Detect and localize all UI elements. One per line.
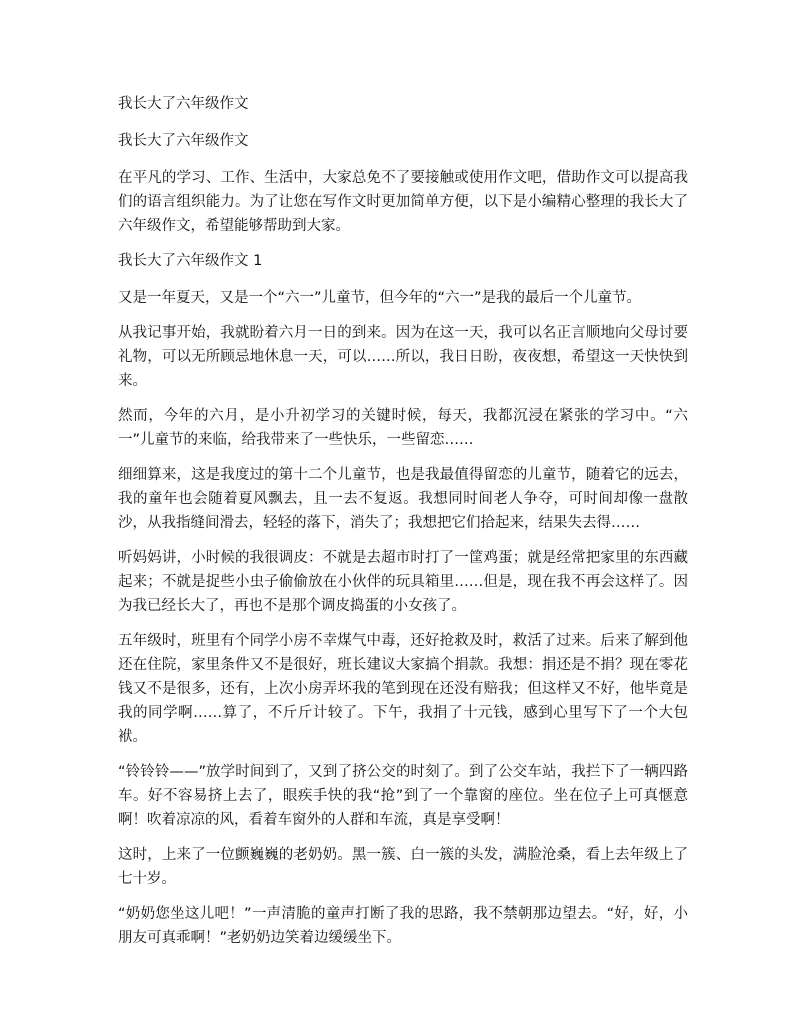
body-paragraph-6: 五年级时，班里有个同学小房不幸煤气中毒，还好抢救及时，救活了过来。后来了解到他还在住院，家里条件又不是很好，班长建议大家搞个捐款。我想：捐还是不捐？现在零花钱又不是很多，还有，上次小房弄坏我的笔到现在还没有赔我；但这样又不好，他毕竟是我的同学啊……算了，不斤斤计较了。下午，我捐了十元钱，感到心里写下了一个大包袱。 <box>118 633 688 745</box>
body-paragraph-8: 这时，上来了一位颤巍巍的老奶奶。黑一簇、白一簇的头发，满脸沧桑，看上去年级上了七十岁。 <box>118 847 688 887</box>
body-paragraph-4: 细细算来，这是我度过的第十二个儿童节，也是我最值得留恋的儿童节，随着它的远去，我的童年也会随着夏风飘去，且一去不复返。我想同时间老人争夺，可时间却像一盘散沙，从我指缝间滑去，轻轻的落下，消失了；我想把它们拾起来，结果失去得…… <box>118 467 688 531</box>
intro-paragraph: 在平凡的学习、工作、生活中，大家总免不了要接触或使用作文吧，借助作文可以提高我们的语言组织能力。为了让您在写作文时更加简单方便，以下是小编精心整理的我长大了六年级作文，希望能够帮助到大家。 <box>118 170 688 234</box>
body-paragraph-2: 从我记事开始，我就盼着六月一日的到来。因为在这一天，我可以名正言顺地向父母讨要礼物，可以无所顾忌地休息一天，可以……所以，我日日盼，夜夜想，希望这一天快快到来。 <box>118 325 688 389</box>
body-paragraph-5: 听妈妈讲，小时候的我很调皮：不就是去超市时打了一筐鸡蛋；就是经常把家里的东西藏起来；不就是捉些小虫子偷偷放在小伙伴的玩具箱里……但是，现在我不再会这样了。因为我已经长大了，再也不是那个调皮捣蛋的小女孩了。 <box>118 550 688 614</box>
document-page <box>118 92 688 961</box>
body-paragraph-7: “铃铃铃——”放学时间到了，又到了挤公交的时刻了。到了公交车站，我拦下了一辆四路车。好不容易挤上去了，眼疾手快的我“抢”到了一个靠窗的座位。坐在位子上可真惬意啊！吹着凉凉的风，看着车窗外的人群和车流，真是享受啊！ <box>118 764 688 828</box>
body-paragraph-1: 又是一年夏天，又是一个“六一”儿童节，但今年的“六一”是我的最后一个儿童节。 <box>118 290 642 306</box>
document-subtitle: 我长大了六年级作文 <box>118 133 249 149</box>
body-paragraph-3: 然而，今年的六月，是小升初学习的关键时候，每天，我都沉浸在紧张的学习中。“六一”儿童节的来临，给我带来了一些快乐，一些留恋…… <box>118 408 688 448</box>
body-paragraph-9: “奶奶您坐这儿吧！”一声清脆的童声打断了我的思路，我不禁朝那边望去。“好，好，小朋友可真乖啊！”老奶奶边笑着边缓缓坐下。 <box>118 906 688 946</box>
document-title: 我长大了六年级作文 <box>118 96 249 112</box>
section-heading: 我长大了六年级作文 1 <box>118 253 263 269</box>
